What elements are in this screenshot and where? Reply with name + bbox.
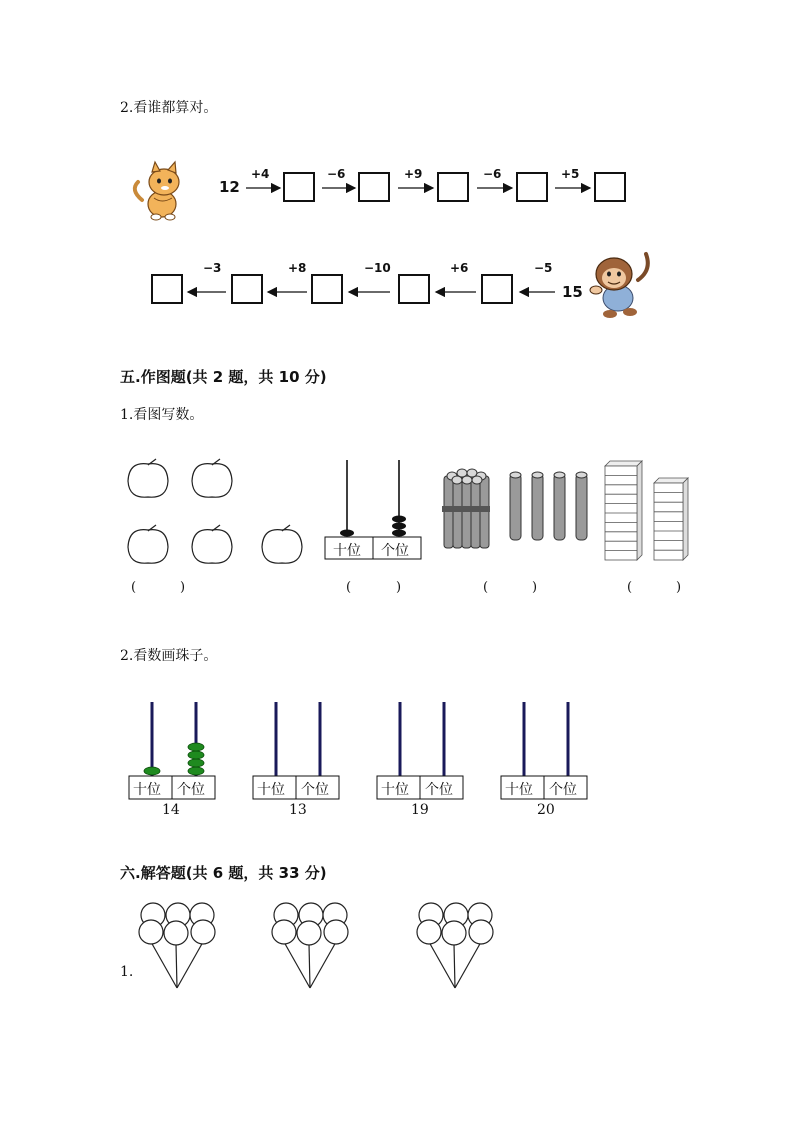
abacus-3-tens-label: 十位 [381,782,409,798]
s5-q2-title: 2.看数画珠子。 [120,648,218,664]
paren-close-1: ) [180,580,186,595]
abacus-4-tens-label: 十位 [505,782,533,798]
s6-q1-label: 1. [120,964,134,980]
paren-close-2: ) [396,580,402,595]
balloon-bunch-1 [139,903,215,988]
abacus-2-number: 13 [289,802,307,818]
question-2-title: 2.看谁都算对。 [120,100,218,116]
abacus-read-tens-label: 十位 [333,543,361,559]
op-top-3: +9 [404,167,423,181]
paren-open-2: ( [346,580,352,595]
abacus-read-ones-label: 个位 [381,543,409,559]
op-bottom-1: −5 [534,261,553,275]
op-bottom-5: −3 [203,261,222,275]
op-top-4: −6 [483,167,502,181]
abacus-4-ones-label: 个位 [549,782,577,798]
abacus-2-ones-label: 个位 [301,782,329,798]
balloon-bunch-3 [417,903,493,988]
chain-bottom-start: 15 [562,283,583,301]
paren-close-4: ) [676,580,682,595]
section-6-title: 六.解答题(共 6 题，共 33 分) [120,864,327,882]
section-5-title: 五.作图题(共 2 题，共 10 分) [120,368,327,386]
abacus-2-tens-label: 十位 [257,782,285,798]
abacus-1-number: 14 [162,802,180,818]
paren-close-3: ) [532,580,538,595]
abacus-4-number: 20 [537,802,555,818]
chain-top-start: 12 [219,178,240,196]
op-top-2: −6 [327,167,346,181]
op-bottom-4: +8 [288,261,307,275]
op-top-1: +4 [251,167,270,181]
abacus-3-number: 19 [411,802,429,818]
paren-open-1: ( [131,580,137,595]
abacus-1-tens-label: 十位 [133,782,161,798]
paren-open-3: ( [483,580,489,595]
abacus-3-ones-label: 个位 [425,782,453,798]
op-top-5: +5 [561,167,580,181]
balloon-bunch-2 [272,903,348,988]
paren-open-4: ( [627,580,633,595]
abacus-1-ones-label: 个位 [177,782,205,798]
op-bottom-3: −10 [364,261,391,275]
op-bottom-2: +6 [450,261,469,275]
s5-q1-title: 1.看图写数。 [120,407,204,423]
